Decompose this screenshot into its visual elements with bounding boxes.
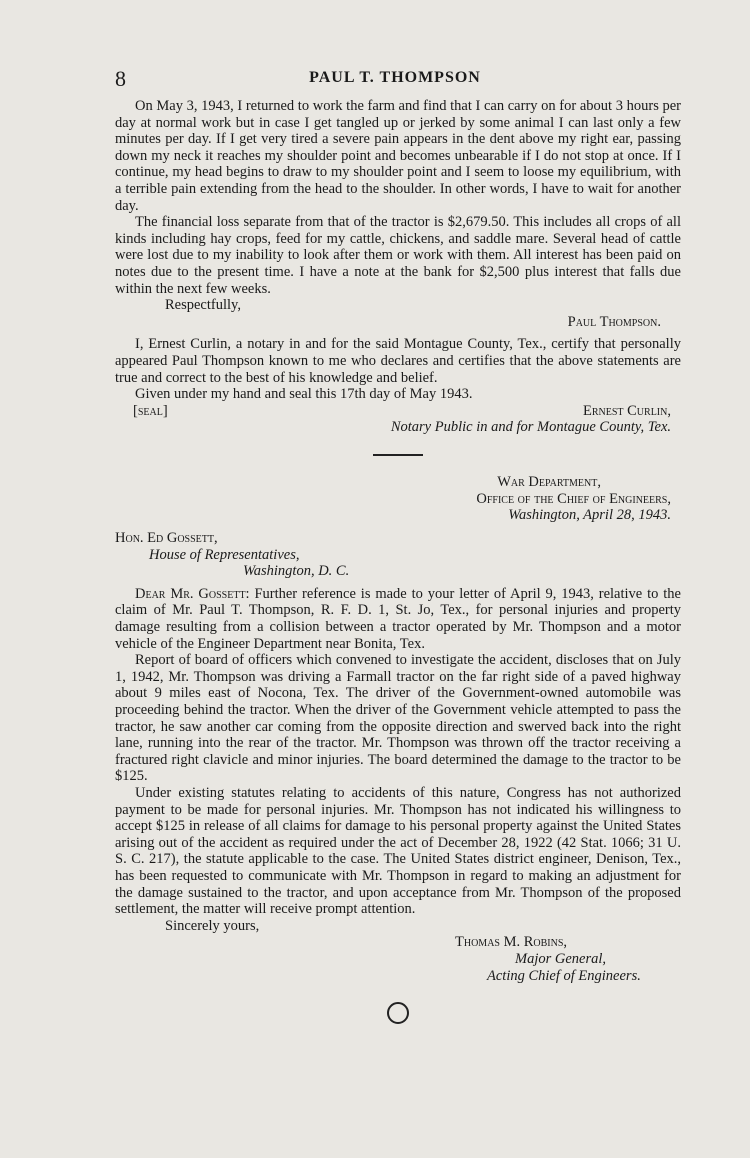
letter2-dateline: Washington, April 28, 1943. <box>508 507 671 524</box>
letter2-closing: Sincerely yours, <box>165 917 260 934</box>
letter2-signer-rank: Major General, <box>515 950 607 967</box>
notary-seal: [seal] <box>133 403 168 420</box>
letter2-paragraph-2: Report of board of officers which convened to investigate the accident, discloses that on July 1, 1942, Mr. Thompson was driving a Farmall tractor on the far right side of a paved highway about 9 miles east of Nocona, Tex. The driver of the Government-owned automobile was proceeding behind the tractor. When the driver of the Government vehicle attempted to pass the tractor, he saw another car coming from the opposite direction and swerved back into the right lane, running into the rear of the tractor. Mr. Thompson was thrown off the tractor receiving a fractured right clavicle and minor injuries. The board determined the damage to the tractor to be $125. <box>115 652 681 785</box>
page-number: 8 <box>115 66 126 91</box>
notary-signature: Ernest Curlin, <box>582 402 671 419</box>
page-header <box>115 66 675 96</box>
letter2-paragraph-1 <box>115 586 681 652</box>
section-divider <box>373 454 423 456</box>
letter1-closing: Respectfully, <box>165 297 241 314</box>
letter2-office: Office of the Chief of Engineers, <box>476 490 671 507</box>
letter1-paragraph-1: On May 3, 1943, I returned to work the farm and find that I can carry on for about 3 hours per day at normal work but in case I get tangled up or jerked by some animal I can last only a few minutes per day. If I get very tired a severe pain appears in the dent above my right ear, passing down my neck it reaches my shoulder point and becomes unbearable if I do not stop at once. If I continue, my head begins to draw to my shoulder point and I seem to loose my equilibrium, with a terrible pain extending from the head to the shoulder. In other words, I have to wait for another day. <box>115 98 681 214</box>
notary-paragraph: I, Ernest Curlin, a notary in and for the said Montague County, Tex., certify that personally appeared Paul Thompson known to me who declares and certifies that the above statements are true and correct to the best of his knowledge and belief. <box>115 336 681 386</box>
addressee-house: House of Representatives, <box>149 546 300 563</box>
notary-title: Notary Public in and for Montague County, Tex. <box>390 419 671 436</box>
running-head: PAUL T. THOMPSON <box>309 69 481 86</box>
addressee-city: Washington, D. C. <box>243 563 350 580</box>
salutation: Dear Mr. Gossett: <box>135 585 250 602</box>
page-body <box>115 98 681 1024</box>
letter2-paragraph-1-text: Further reference is made to your letter of April 9, 1943, relative to the claim of Mr. Paul T. Thompson, R. F. D. 1, St. Jo, Tex., for personal injuries and property damage resulting from a collision between a tractor operated by Mr. Thompson and a motor vehicle of the Engineer Department near Bonita, Tex. <box>115 585 681 652</box>
letter2-signer-title: Acting Chief of Engineers. <box>487 967 641 984</box>
letter2-paragraph-3: Under existing statutes relating to accidents of this nature, Congress has not authorized payment to be made for personal injuries. Mr. Thompson has not indicated his willingness to accept $125 in release of all claims for damage to his personal property against the United States arising out of the accident as required under the act of December 28, 1922 (42 Stat. 1066; 31 U. S. C. 217), the statute applicable to the case. The United States district engineer, Denison, Tex., has been requested to communicate with Mr. Thompson in regard to making an adjustment for the damage sustained to the tractor, and upon acceptance from Mr. Thompson of the proposed settlement, the matter will receive prompt attention. <box>115 784 681 918</box>
letter2-signer: Thomas M. Robins, <box>455 934 568 951</box>
letter1-paragraph-2: The financial loss separate from that of the tractor is $2,679.50. This includes all crops of all kinds including hay crops, feed for my cattle, chickens, and saddle mare. Several head of cattle were lost due to my inability to look after them or work with them. All interest has been paid on notes due to the present time. I have a note at the bank for $2,500 plus interest that falls due within the next few weeks. <box>115 214 681 297</box>
notary-given-line: Given under my hand and seal this 17th day of May 1943. <box>135 386 473 403</box>
letter2-department: War Department, <box>497 474 601 491</box>
letter1-signature: Paul Thompson. <box>567 313 661 330</box>
addressee-name: Hon. Ed Gossett, <box>115 530 218 547</box>
end-mark <box>387 1002 409 1024</box>
